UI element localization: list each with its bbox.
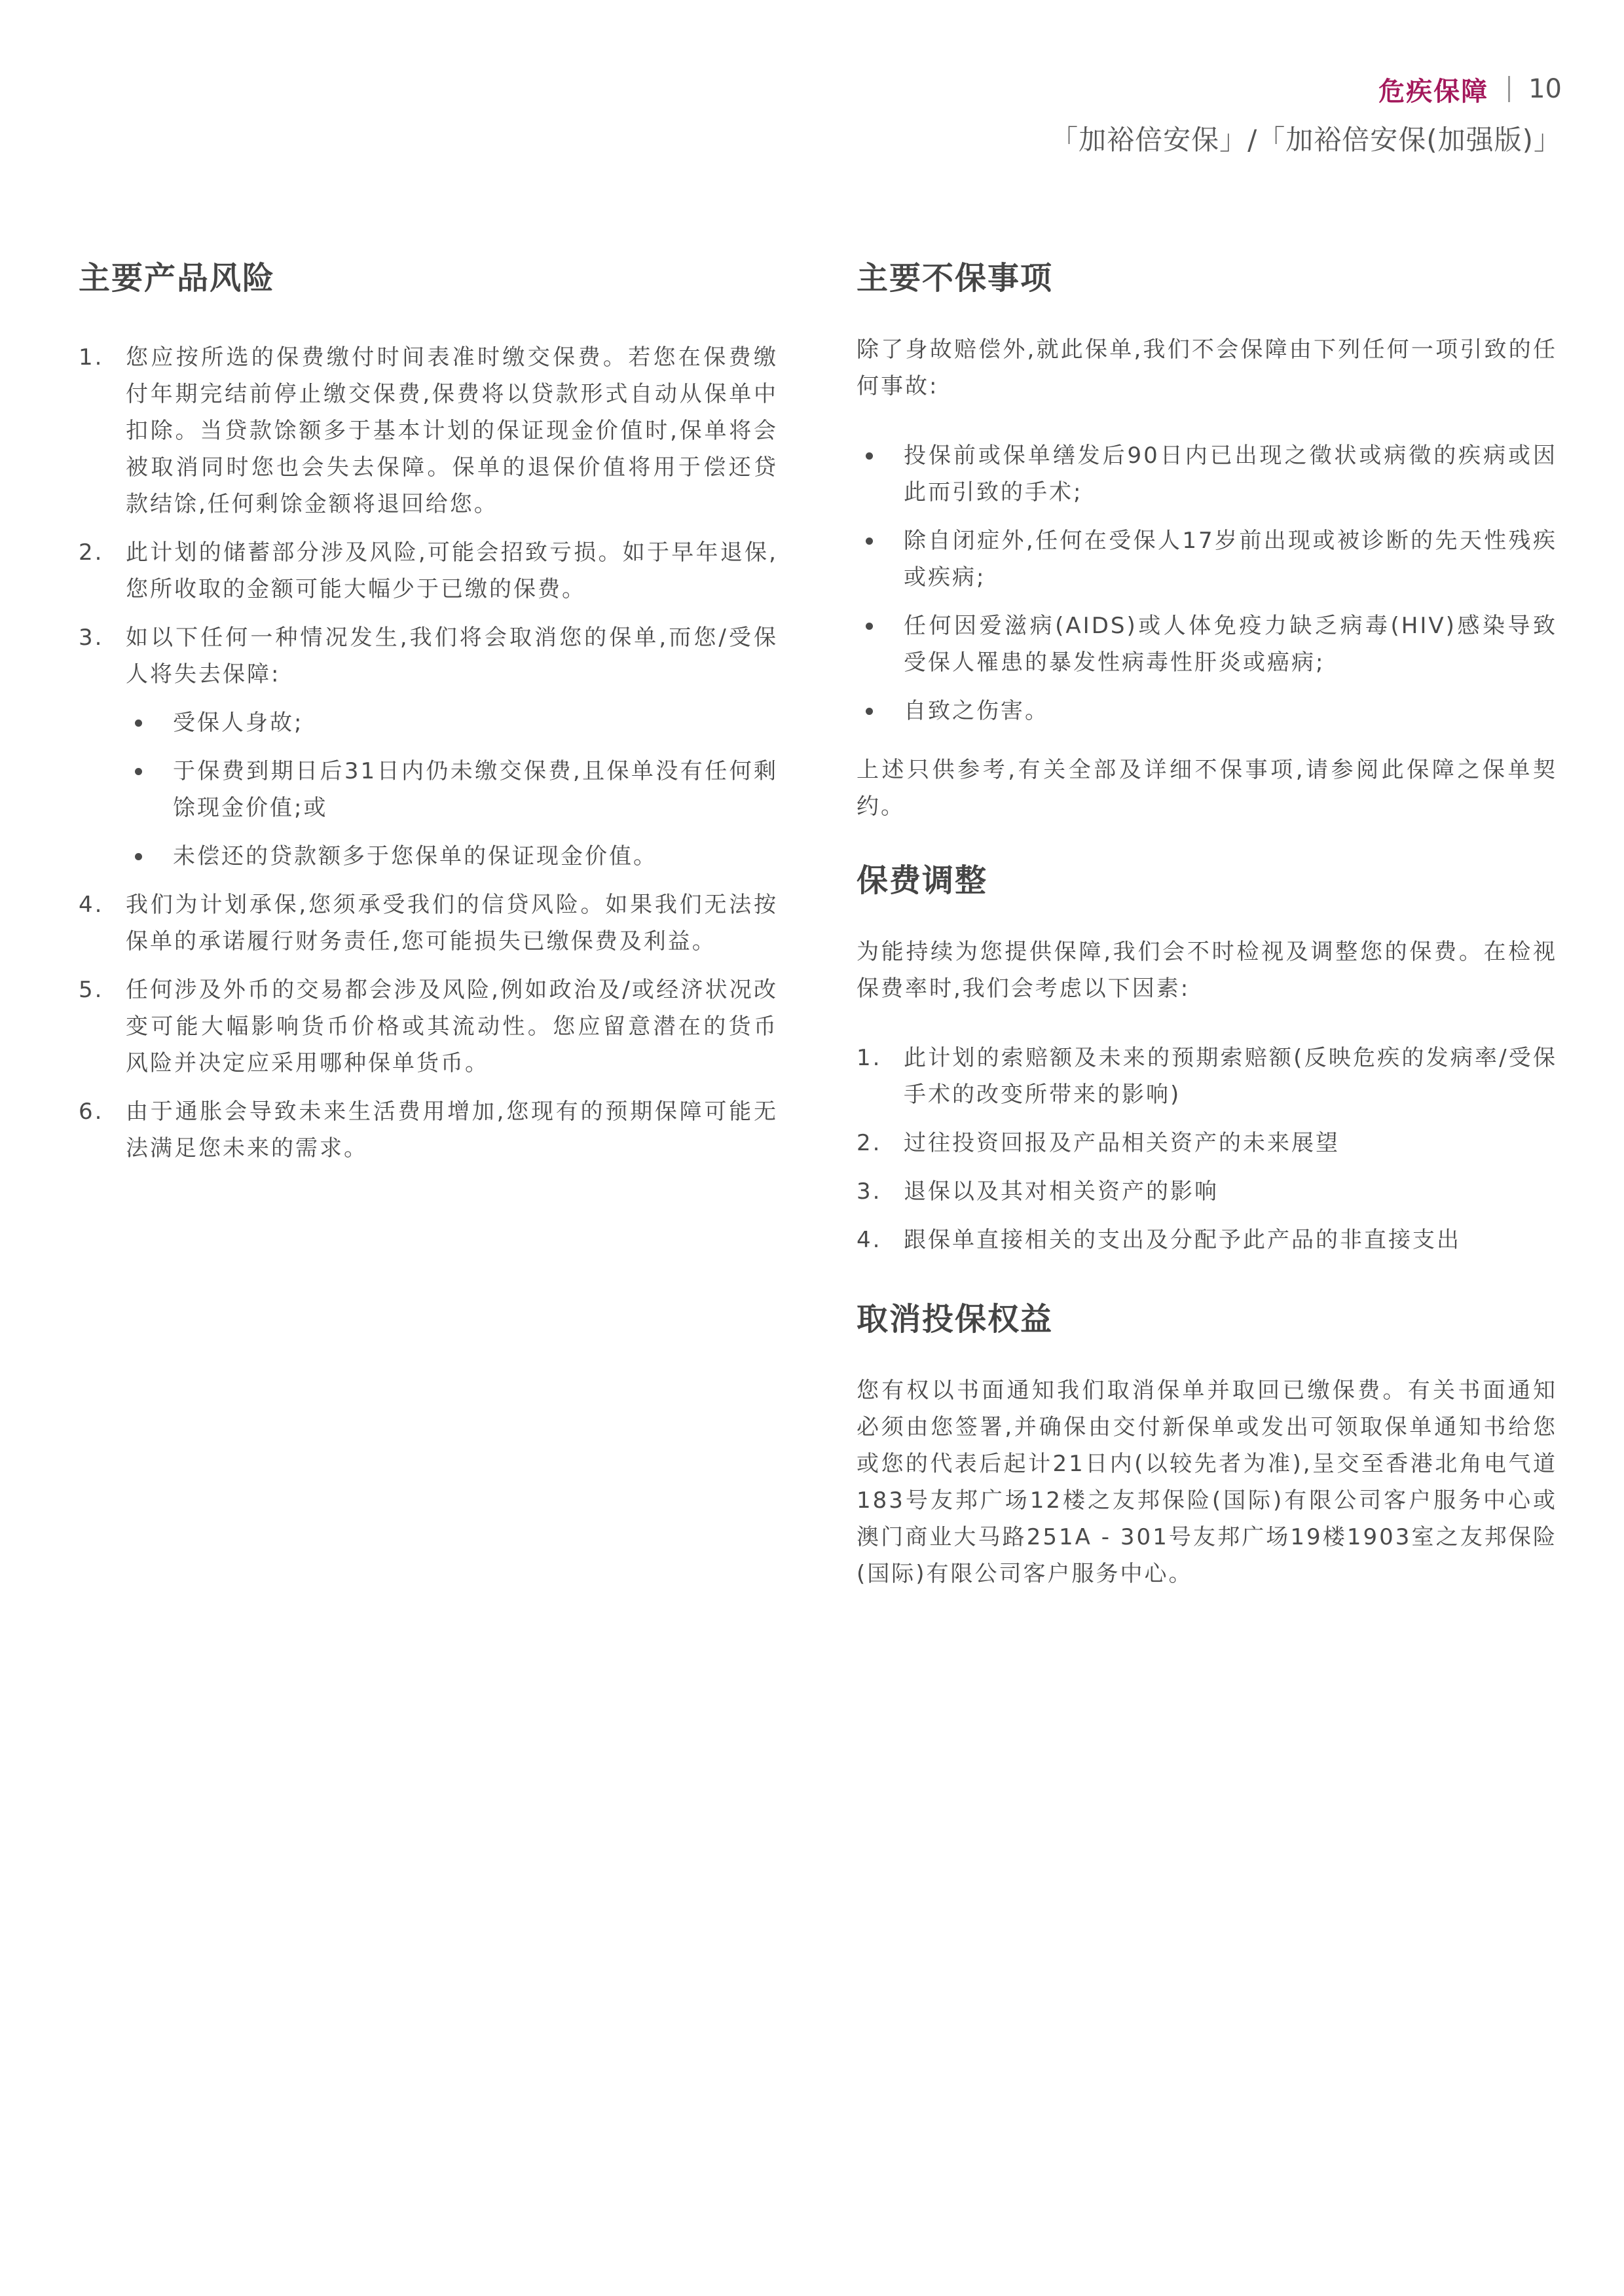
bullet-icon [126, 838, 173, 875]
list-item [79, 972, 778, 1082]
list-item [79, 1093, 778, 1167]
list-item [857, 522, 1557, 596]
page-number: 10 [1528, 74, 1562, 104]
header-divider [1508, 76, 1510, 102]
item-text: 投保前或保单缮发后90日内已出现之徵状或病徵的疾病或因此而引致的手术; [904, 443, 1557, 505]
page-header [1050, 69, 1562, 158]
item-text: 我们为计划承保,您须承受我们的信贷风险。如果我们无法按保单的承诺履行财务责任,您可能损失已缴保费及利益。 [126, 892, 778, 955]
item-number: 1. [79, 344, 104, 371]
product-name: 「加裕倍安保」/「加裕倍安保(加强版)」 [1050, 124, 1562, 156]
item-number: 4. [79, 892, 104, 918]
bullet-icon [126, 704, 173, 741]
item-number: 1. [857, 1045, 882, 1071]
left-column [79, 255, 778, 1178]
cancellation-text: 您有权以书面通知我们取消保单并取回已缴保费。有关书面通知必须由您签署,并确保由交付新保单或发出可领取保单通知书给您或您的代表后起计21日内(以较先者为准),呈交至香港北角电气道183号友邦广场12楼之友邦保险(国际)有限公司客户服务中心或澳门商业大马路251A - 301号友邦广场19楼1903室之友邦保险(国际)有限公司客户服务中心。 [857, 1377, 1557, 1587]
premium-factors-list [857, 1040, 1557, 1258]
risks-sub-list [126, 704, 778, 875]
item-number: 6. [79, 1099, 104, 1125]
item-number: 5. [79, 977, 104, 1003]
bullet-icon [857, 608, 904, 681]
item-text: 退保以及其对相关资产的影响 [904, 1178, 1219, 1205]
item-text: 此计划的储蓄部分涉及风险,可能会招致亏损。如于早年退保,您所收取的金额可能大幅少于已缴的保费。 [126, 539, 778, 602]
bullet-icon [857, 437, 904, 511]
item-text: 此计划的索赔额及未来的预期索赔额(反映危疾的发病率/受保手术的改变所带来的影响) [904, 1045, 1557, 1108]
sub-item-text: 未偿还的贷款额多于您保单的保证现金价值。 [173, 843, 657, 869]
list-item [857, 437, 1557, 511]
item-text: 任何涉及外币的交易都会涉及风险,例如政治及/或经济状况改变可能大幅影响货币价格或其流动性。您应留意潜在的货币风险并决定应采用哪种保单货币。 [126, 977, 778, 1076]
cancellation-heading: 取消投保权益 [857, 1301, 1054, 1338]
list-item [857, 1040, 1557, 1113]
premium-adjustment-heading: 保费调整 [857, 862, 988, 899]
sub-item-text: 于保费到期日后31日内仍未缴交保费,且保单没有任何剩馀现金价值;或 [173, 758, 778, 821]
item-number: 3. [79, 625, 104, 651]
item-number: 2. [857, 1130, 882, 1156]
sub-list-item [126, 753, 778, 826]
list-item [79, 619, 778, 875]
exclusions-note: 上述只供参考,有关全部及详细不保事项,请参阅此保障之保单契约。 [857, 757, 1557, 820]
risks-heading: 主要产品风险 [79, 260, 276, 297]
right-column [857, 255, 1557, 1592]
sub-list-item [126, 838, 778, 875]
header-top-row [1050, 69, 1562, 109]
sub-item-text: 受保人身故; [173, 710, 304, 736]
list-item [79, 886, 778, 960]
exclusions-heading: 主要不保事项 [857, 260, 1054, 297]
bullet-icon [126, 753, 173, 826]
item-text: 如以下任何一种情况发生,我们将会取消您的保单,而您/受保人将失去保障: [126, 625, 778, 687]
item-text: 跟保单直接相关的支出及分配予此产品的非直接支出 [904, 1227, 1461, 1253]
item-text: 过往投资回报及产品相关资产的未来展望 [904, 1130, 1340, 1156]
item-text: 除自闭症外,任何在受保人17岁前出现或被诊断的先天性残疾或疾病; [904, 528, 1557, 591]
list-item [857, 1125, 1557, 1161]
bullet-icon [857, 693, 904, 729]
list-item [79, 339, 778, 522]
item-number: 3. [857, 1178, 882, 1205]
premium-adjustment-intro: 为能持续为您提供保障,我们会不时检视及调整您的保费。在检视保费率时,我们会考虑以下因素: [857, 939, 1557, 1002]
list-item [79, 534, 778, 608]
item-number: 4. [857, 1227, 882, 1253]
item-content [126, 619, 778, 875]
list-item [857, 693, 1557, 729]
item-text: 任何因爱滋病(AIDS)或人体免疫力缺乏病毒(HIV)感染导致受保人罹患的暴发性病毒性肝炎或癌病; [904, 613, 1557, 676]
exclusions-list [857, 437, 1557, 729]
section-title: 危疾保障 [1378, 76, 1489, 107]
bullet-icon [857, 522, 904, 596]
risks-list [79, 339, 778, 1167]
item-number: 2. [79, 539, 104, 566]
item-text: 自致之伤害。 [904, 698, 1049, 724]
item-text: 您应按所选的保费缴付时间表准时缴交保费。若您在保费缴付年期完结前停止缴交保费,保费将以贷款形式自动从保单中扣除。当贷款馀额多于基本计划的保证现金价值时,保单将会被取消同时您也会失去保障。保单的退保价值将用于偿还贷款结馀,任何剩馀金额将退回给您。 [126, 344, 778, 517]
list-item [857, 1222, 1557, 1258]
list-item [857, 608, 1557, 681]
list-item [857, 1173, 1557, 1210]
exclusions-intro: 除了身故赔偿外,就此保单,我们不会保障由下列任何一项引致的任何事故: [857, 337, 1557, 399]
sub-list-item [126, 704, 778, 741]
item-text: 由于通胀会导致未来生活费用增加,您现有的预期保障可能无法满足您未来的需求。 [126, 1099, 778, 1161]
